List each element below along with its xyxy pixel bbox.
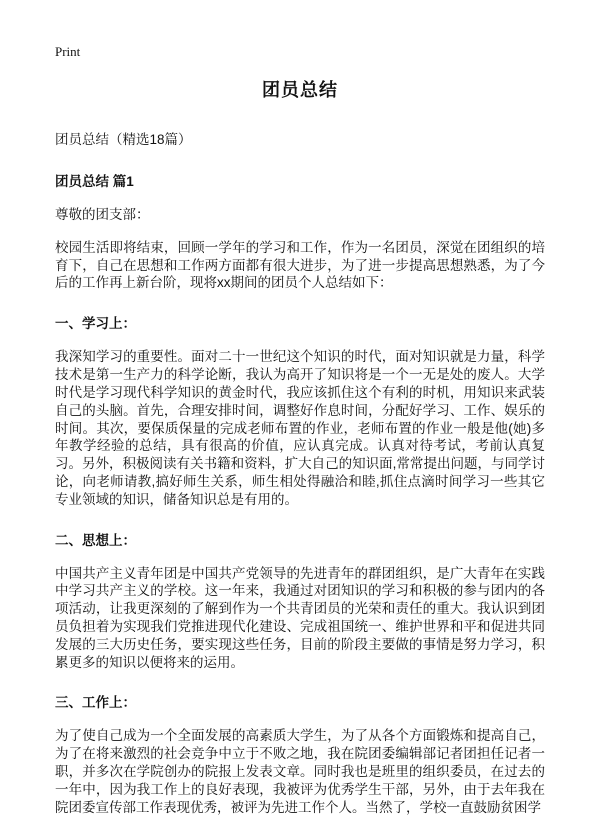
paragraph-work: 为了使自己成为一个全面发展的高素质大学生，为了从各个方面锻炼和提高自己，为了在将来激烈的社会竞争中立于不败之地，我在院团委编辑部记者团担任记者一职，并多次在学院创办的院报上发表文章。同时我也是班里的组织委员，在过去的一年中，因为我工作上的良好表现，我被评为优秀学生干部，另外，由于去年我在院团委宣传部工作表现优秀，被评为先进工作个人。当然了，学校一直鼓励贫困学 xyxy=(55,728,545,815)
section-heading-study: 一、学习上： xyxy=(55,316,136,332)
page-title: 团员总结 xyxy=(262,80,338,100)
paragraph-thought: 中国共产主义青年团是中国共产党领导的先进青年的群团组织，是广大青年在实践中学习共产主义的学校。这一年来，我通过对团知识的学习和积极的参与团内的各项活动，让我更深刻的了解到作为一个共青团员的光荣和责任的重大。我认识到团员负担着为实现我们党推进现代化建设、完成祖国统一、维护世界和平和促进共同发展的三大历史任务，要实现这些任务，目前的阶段主要做的事情是努力学习，积累更多的知识以便将来的运用。 xyxy=(55,565,545,670)
paragraph-intro: 校园生活即将结束，回顾一学年的学习和工作，作为一名团员，深觉在团组织的培育下，自己在思想和工作两方面都有很大进步，为了进一步提高思想熟悉，为了今后的工作再上新台阶，现将xx期间的团员个人总结如下： xyxy=(55,239,545,291)
section-heading-part1: 团员总结 篇1 xyxy=(55,174,134,189)
section-heading-work: 三、工作上： xyxy=(55,695,136,711)
collection-subtitle: 团员总结（精选18篇） xyxy=(55,132,192,147)
print-link[interactable]: Print xyxy=(55,44,81,59)
section-heading-thought: 二、思想上： xyxy=(55,532,136,548)
paragraph-salutation: 尊敬的团支部： xyxy=(55,207,150,222)
paragraph-study: 我深知学习的重要性。面对二十一世纪这个知识的时代，面对知识就是力量，科学技术是第一生产力的科学论断，我认为高开了知识将是一个一无是处的废人。大学时代是学习现代科学知识的黄金时代，我应该抓住这个有利的时机，用知识来武装自己的头脑。首先，合理安排时间，调整好作息时间，分配好学习、工作、娱乐的时间。其次，要保质保量的完成老师布置的作业，老师布置的作业一般是他(她)多年教学经验的总结，具有很高的价值，应认真完成。认真对待考试，考前认真复习。另外，积极阅读有关书籍和资料，扩大自己的知识面,常常提出问题，与同学讨论，向老师请教,搞好师生关系，师生相处得融洽和睦,抓住点滴时间学习一些其它专业领域的知识，储备知识总是有用的。 xyxy=(55,349,545,507)
